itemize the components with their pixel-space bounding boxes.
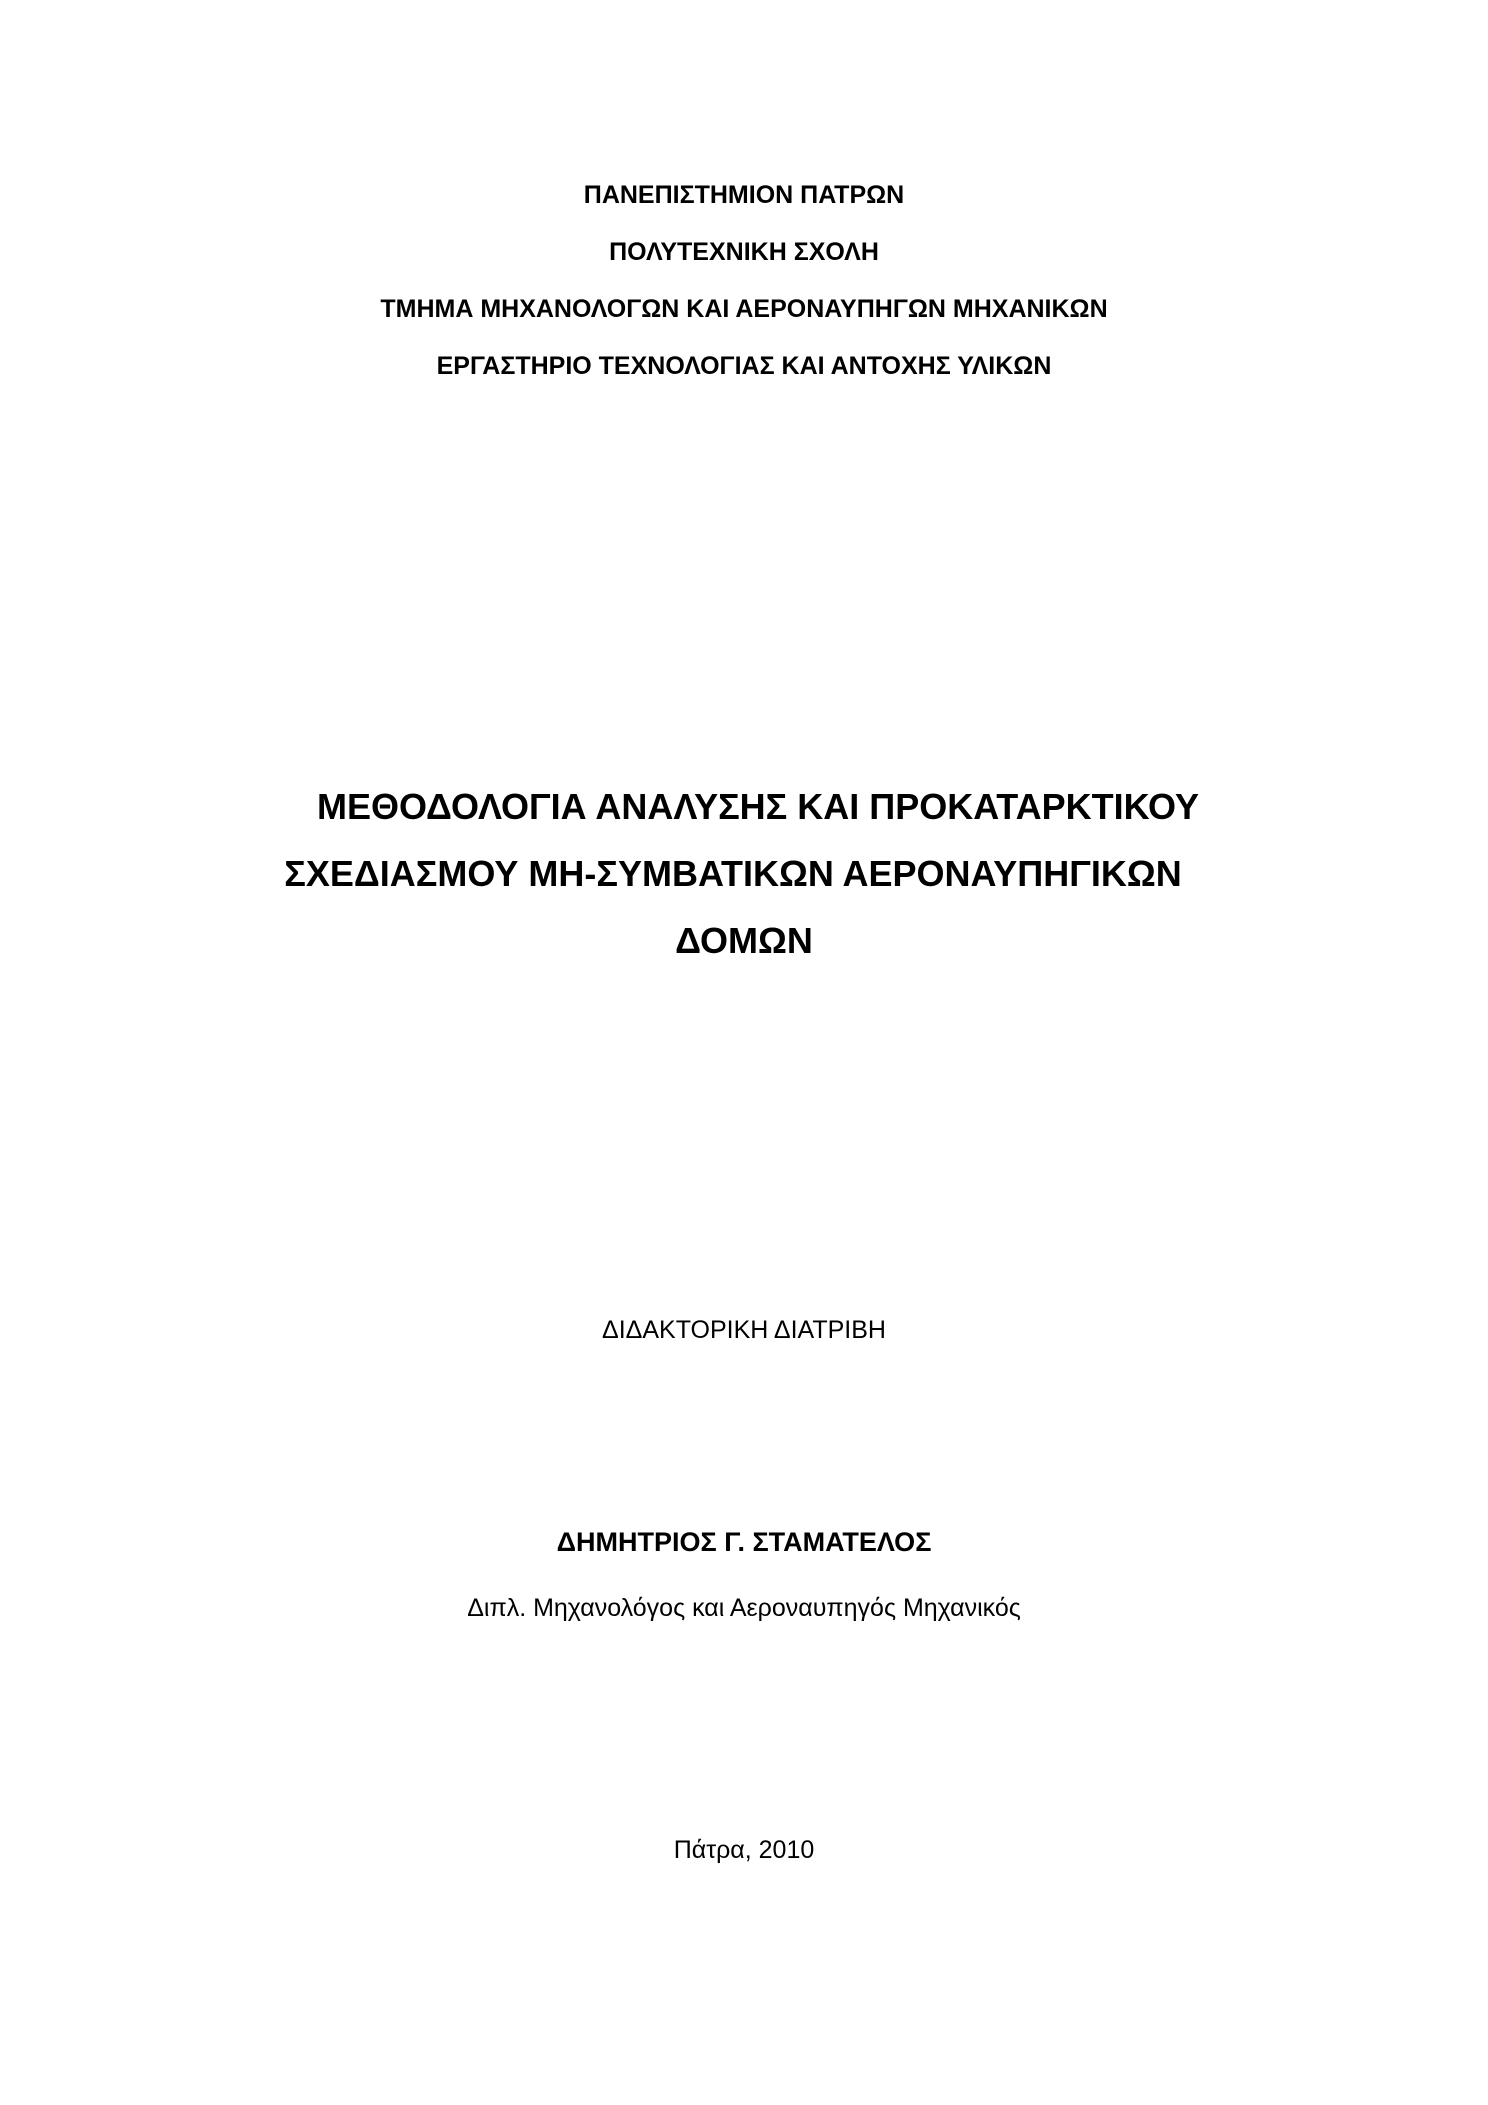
place-date: Πάτρα, 2010 [673, 1836, 815, 1864]
author-degree: Διπλ. Μηχανολόγος και Αεροναυπηγός Μηχανικός [467, 1594, 1021, 1622]
thesis-title-line-3: ΔΟΜΩΝ [675, 920, 813, 961]
thesis-type: ΔΙΔΑΚΤΟΡΙΚΗ ΔΙΑΤΡΙΒΗ [602, 1316, 886, 1344]
thesis-title-line-2: ΣΧΕΔΙΑΣΜΟΥ ΜΗ-ΣΥΜΒΑΤΙΚΩΝ ΑΕΡΟΝΑΥΠΗΓΙΚΩΝ [284, 853, 1182, 894]
laboratory-name: ΕΡΓΑΣΤΗΡΙΟ ΤΕΧΝΟΛΟΓΙΑΣ ΚΑΙ ΑΝΤΟΧΗΣ ΥΛΙΚΩΝ [436, 352, 1052, 380]
university-name: ΠΑΝΕΠΙΣΤΗΜΙΟΝ ΠΑΤΡΩΝ [583, 181, 905, 209]
school-name: ΠΟΛΥΤΕΧΝΙΚΗ ΣΧΟΛΗ [609, 238, 879, 266]
thesis-title-line-1: ΜΕΘΟΔΟΛΟΓΙΑ ΑΝΑΛΥΣΗΣ ΚΑΙ ΠΡΟΚΑΤΑΡΚΤΙΚΟΥ [317, 786, 1199, 827]
author-name: ΔΗΜΗΤΡΙΟΣ Γ. ΣΤΑΜΑΤΕΛΟΣ [556, 1527, 932, 1557]
department-name: ΤΜΗΜΑ ΜΗΧΑΝΟΛΟΓΩΝ ΚΑΙ ΑΕΡΟΝΑΥΠΗΓΩΝ ΜΗΧΑΝΙΚΩΝ [380, 295, 1108, 323]
